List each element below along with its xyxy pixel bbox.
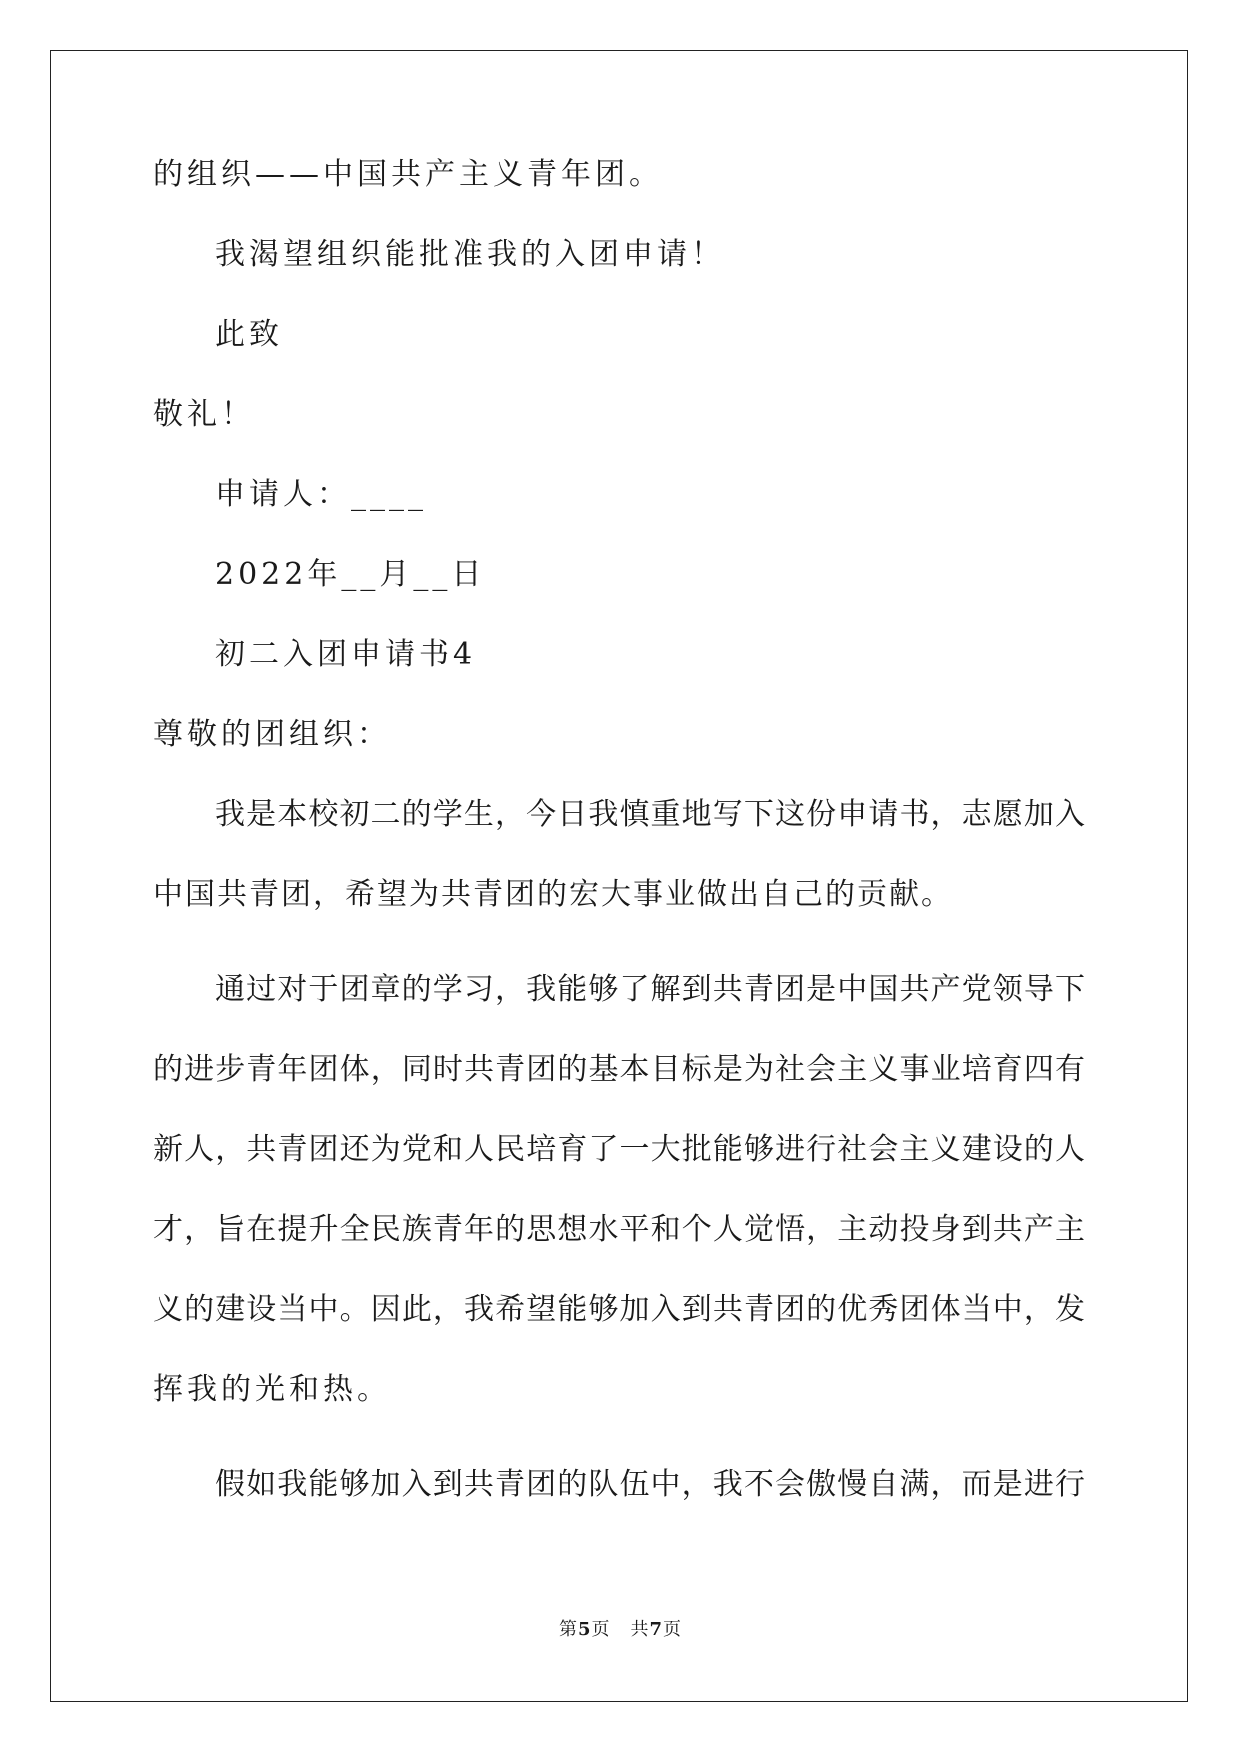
letter-greeting: 尊敬的团组织： (153, 717, 391, 752)
applicant-signature: 申请人：____ (215, 477, 427, 512)
paragraph-line: 的组织——中国共产主义青年团。 (153, 157, 663, 192)
paragraph-line: 新人，共青团还为党和人民培育了一大批能够进行社会主义建设的人 (153, 1132, 1085, 1167)
paragraph-line: 我渴望组织能批准我的入团申请！ (215, 237, 725, 272)
paragraph-line: 挥我的光和热。 (153, 1372, 391, 1407)
total-prefix: 共 (630, 1619, 650, 1640)
paragraph-line: 通过对于团章的学习，我能够了解到共青团是中国共产党领导下 (215, 972, 1085, 1007)
page-suffix: 页 (591, 1619, 611, 1640)
paragraph-line: 我是本校初二的学生，今日我慎重地写下这份申请书，志愿加入 (215, 797, 1085, 832)
paragraph-line: 的进步青年团体，同时共青团的基本目标是为社会主义事业培育四有 (153, 1052, 1085, 1087)
page-prefix: 第 (558, 1619, 578, 1640)
salutation-line: 敬礼！ (153, 397, 255, 432)
paragraph-line: 假如我能够加入到共青团的队伍中，我不会傲慢自满，而是进行 (215, 1467, 1085, 1502)
paragraph-line: 才，旨在提升全民族青年的思想水平和个人觉悟，主动投身到共产主 (153, 1212, 1085, 1247)
date-line: 2022年__月__日 (215, 557, 486, 592)
section-heading: 初二入团申请书4 (215, 637, 477, 672)
closing-line: 此致 (215, 317, 283, 352)
total-page-count: 7 (649, 1619, 664, 1640)
page-number-footer (0, 1618, 1241, 1642)
paragraph-line: 中国共青团，希望为共青团的宏大事业做出自己的贡献。 (153, 877, 953, 912)
paragraph-line: 义的建设当中。因此，我希望能够加入到共青团的优秀团体当中，发 (153, 1292, 1085, 1327)
current-page-number: 5 (577, 1619, 592, 1640)
total-suffix: 页 (663, 1619, 683, 1640)
